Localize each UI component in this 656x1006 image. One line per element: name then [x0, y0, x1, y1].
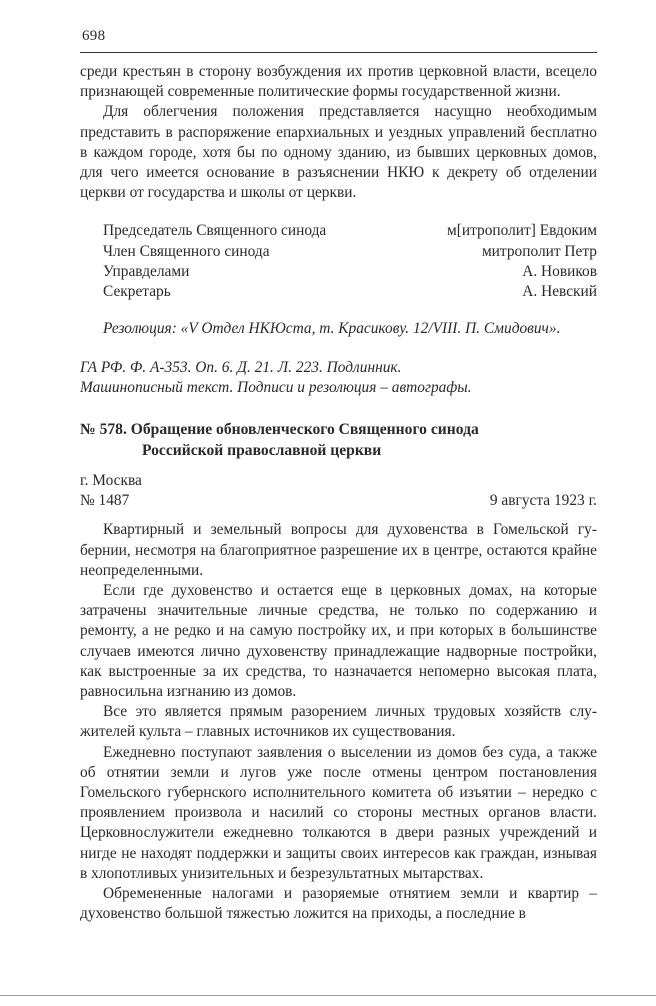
- document-place: г. Москва: [80, 472, 142, 490]
- document-body: [80, 520, 597, 924]
- signature-block: [80, 221, 597, 302]
- archive-line: Машинописный текст. Подписи и резолюция – автографы.: [80, 379, 472, 397]
- document-title: [80, 419, 597, 461]
- signature-role: Секретарь: [103, 283, 171, 301]
- body-paragraph: Если где духовенство и остается еще в церковных домах, на которые затрачены значительные личные средства, не только по содержанию и ремонту, а не редко и на самую постройку их, и при которых в большинстве случаев имеются лично духовенству принадлежащие надворные постройки, как выстроенные за их средства, то назначается непомерно высокая плата, равносильна изгнанию из домов.: [80, 582, 597, 701]
- body-paragraph: Ежедневно поступают заявления о выселении из домов без суда, а также об отнятии земли и лугов уже после отмены центром постановления Гомельского губернского исполнительного комитета об изъятии – нередко с проявлением произвола и насилий со стороны местных органов власти. Церковнослужители ежедневно толкаются в двери разных учреждений и нигде не находят поддержки и защиты своих интересов как граждан, изнывая в хлопотливых унизительных и безрезультатных мытарствах.: [80, 743, 597, 882]
- document-number: № 1487: [80, 492, 130, 510]
- signature-row: [103, 221, 597, 241]
- signature-row: [103, 282, 597, 302]
- signature-role: Председатель Священного синода: [103, 222, 327, 240]
- signature-row: [103, 262, 597, 282]
- document-title-line: Российской православной церкви: [142, 442, 382, 460]
- document-title-line: № 578. Обращение обновленческого Священного синода: [80, 421, 479, 439]
- header-rule: [80, 52, 597, 53]
- body-paragraph: Обремененные налогами и разоряемые отнятием земли и квартир – духовенство большой тяжестью ложится на приходы, а последние в: [80, 885, 597, 923]
- signature-row: [103, 242, 597, 262]
- page-bottom-edge: [0, 995, 656, 996]
- archive-line: ГА РФ. Ф. А-353. Оп. 6. Д. 21. Л. 223. Подлинник.: [80, 359, 402, 377]
- document-number-date: [80, 491, 597, 511]
- document-date: 9 августа 1923 г.: [489, 492, 597, 510]
- page-content: [80, 62, 597, 925]
- signature-name: митрополит Петр: [481, 242, 597, 260]
- body-paragraph: Квартирный и земельный вопросы для духовенства в Гомельской губернии, несмотря на благоприятное разрешение их в центре, остаются крайне неопределенными.: [80, 521, 597, 579]
- intro-paragraph: Для облегчения положения представляется насущно необходимым представить в распоряжение епархиальных и уездных управлений бесплатно в каждом городе, хотя бы по одному зданию, из бывших церковных домов, для чего имеется основание в разъяснении НКЮ к декрету об отделении церкви от государства и школы от церкви.: [80, 103, 597, 202]
- signature-name: м[итрополит] Евдоким: [446, 222, 597, 240]
- page-number: 698: [82, 28, 106, 44]
- signature-role: Управделами: [103, 262, 190, 280]
- signature-name: А. Невский: [522, 283, 597, 301]
- body-paragraph: Все это является прямым разорением личных трудовых хозяйств служителей культа – главных источников их существования.: [80, 703, 597, 741]
- resolution-note: Резолюция: «V Отдел НКЮста, т. Красикову. 12/VIII. П. Смидович».: [103, 320, 561, 338]
- archive-reference: [80, 358, 597, 398]
- intro-paragraph: среди крестьян в сторону возбуждения их против церковной власти, всецело признающей современные политические формы государственной жизни.: [80, 63, 597, 101]
- signature-role: Член Священного синода: [103, 242, 270, 260]
- signature-name: А. Новиков: [522, 262, 597, 280]
